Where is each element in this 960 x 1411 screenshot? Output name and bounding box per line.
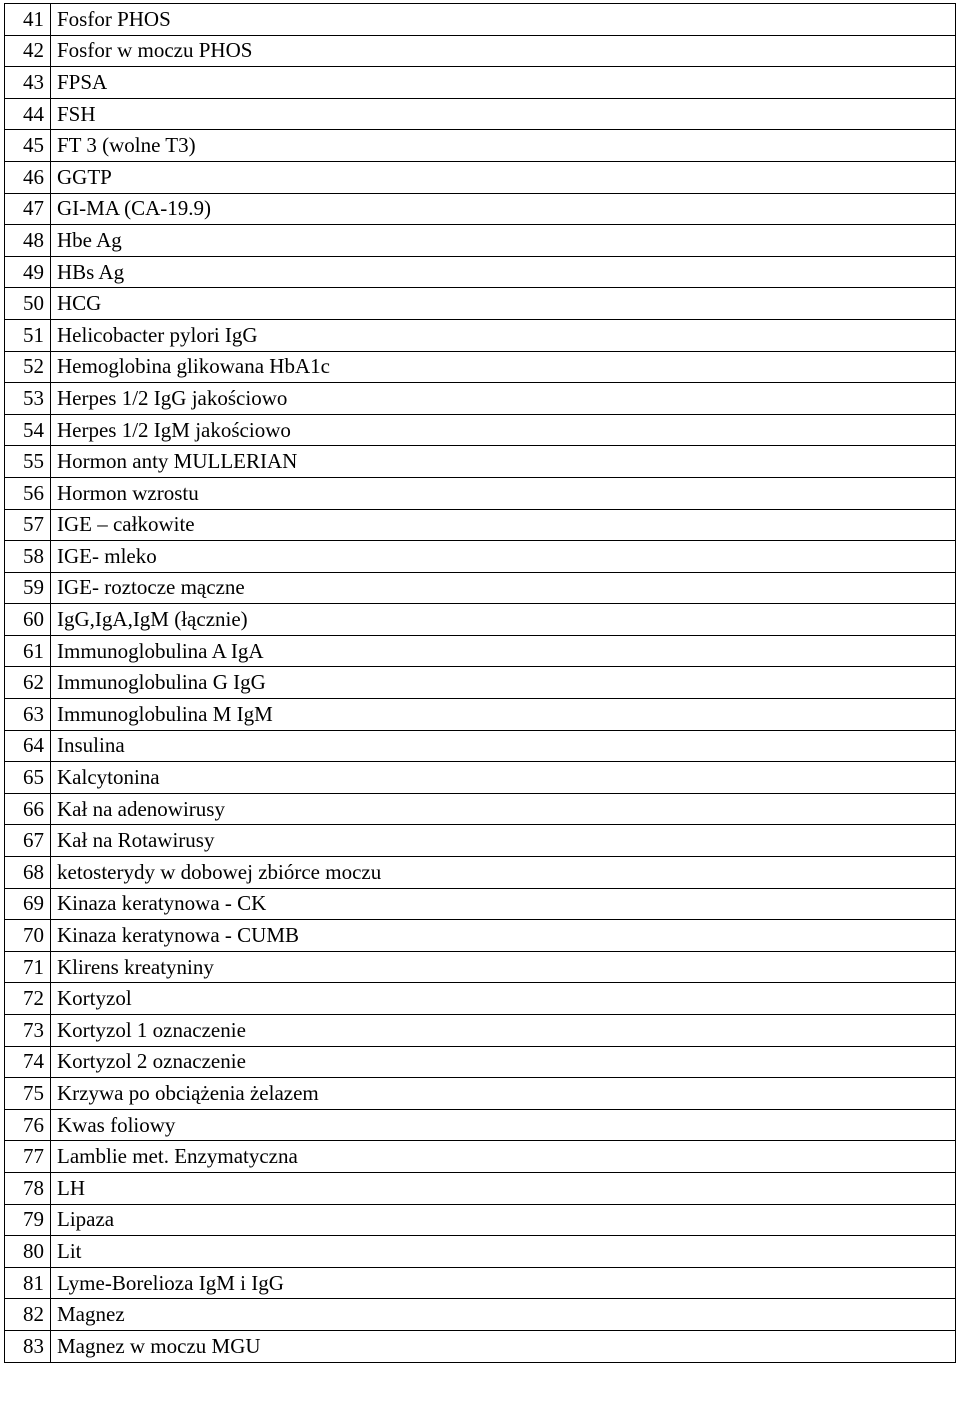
table-row [5, 1204, 956, 1236]
test-name: Krzywa po obciążenia żelazem [51, 1078, 956, 1110]
row-number: 46 [5, 161, 51, 193]
test-name: Kwas foliowy [51, 1109, 956, 1141]
table-row [5, 35, 956, 67]
table-row [5, 1109, 956, 1141]
test-name: Klirens kreatyniny [51, 951, 956, 983]
table-row [5, 98, 956, 130]
row-number: 56 [5, 477, 51, 509]
test-name: Kinaza keratynowa - CUMB [51, 920, 956, 952]
test-name: FSH [51, 98, 956, 130]
table-row [5, 4, 956, 36]
table-row [5, 130, 956, 162]
table-row [5, 67, 956, 99]
row-number: 62 [5, 667, 51, 699]
row-number: 48 [5, 225, 51, 257]
table-row [5, 762, 956, 794]
test-name: Kortyzol [51, 983, 956, 1015]
row-number: 64 [5, 730, 51, 762]
row-number: 79 [5, 1204, 51, 1236]
row-number: 63 [5, 699, 51, 731]
table-row [5, 541, 956, 573]
table-row [5, 604, 956, 636]
table-row [5, 793, 956, 825]
test-name: HCG [51, 288, 956, 320]
test-name: Herpes 1/2 IgM jakościowo [51, 414, 956, 446]
test-name: Immunoglobulina A IgA [51, 635, 956, 667]
test-name: IGE- roztocze mączne [51, 572, 956, 604]
table-row [5, 383, 956, 415]
row-number: 82 [5, 1299, 51, 1331]
test-name: Hormon wzrostu [51, 477, 956, 509]
test-name: Magnez w moczu MGU [51, 1330, 956, 1362]
table-row [5, 1172, 956, 1204]
table-row [5, 857, 956, 889]
row-number: 59 [5, 572, 51, 604]
table-row [5, 1330, 956, 1362]
row-number: 68 [5, 857, 51, 889]
row-number: 45 [5, 130, 51, 162]
table-row [5, 635, 956, 667]
row-number: 78 [5, 1172, 51, 1204]
row-number: 43 [5, 67, 51, 99]
table-row [5, 572, 956, 604]
test-name: Fosfor w moczu PHOS [51, 35, 956, 67]
test-name: Fosfor PHOS [51, 4, 956, 36]
row-number: 57 [5, 509, 51, 541]
table-row [5, 888, 956, 920]
table-row [5, 288, 956, 320]
test-name: Herpes 1/2 IgG jakościowo [51, 383, 956, 415]
test-name: Kinaza keratynowa - CK [51, 888, 956, 920]
row-number: 61 [5, 635, 51, 667]
table-row [5, 1299, 956, 1331]
row-number: 67 [5, 825, 51, 857]
row-number: 42 [5, 35, 51, 67]
row-number: 55 [5, 446, 51, 478]
table-row [5, 1046, 956, 1078]
test-name: Insulina [51, 730, 956, 762]
row-number: 80 [5, 1236, 51, 1268]
test-list-body [5, 4, 956, 1363]
row-number: 54 [5, 414, 51, 446]
test-name: ketosterydy w dobowej zbiórce moczu [51, 857, 956, 889]
table-row [5, 1236, 956, 1268]
row-number: 53 [5, 383, 51, 415]
test-name: Kortyzol 2 oznaczenie [51, 1046, 956, 1078]
row-number: 83 [5, 1330, 51, 1362]
table-row [5, 446, 956, 478]
test-name: Lipaza [51, 1204, 956, 1236]
row-number: 49 [5, 256, 51, 288]
table-row [5, 193, 956, 225]
table-row [5, 477, 956, 509]
table-row [5, 1078, 956, 1110]
test-name: IgG,IgA,IgM (łącznie) [51, 604, 956, 636]
table-row [5, 1141, 956, 1173]
table-row [5, 920, 956, 952]
row-number: 50 [5, 288, 51, 320]
test-name: Lyme-Borelioza IgM i IgG [51, 1267, 956, 1299]
test-name: Magnez [51, 1299, 956, 1331]
table-row [5, 730, 956, 762]
row-number: 52 [5, 351, 51, 383]
test-list-table [4, 3, 956, 1363]
table-row [5, 351, 956, 383]
table-row [5, 951, 956, 983]
test-name: Kortyzol 1 oznaczenie [51, 1015, 956, 1047]
row-number: 60 [5, 604, 51, 636]
test-name: Immunoglobulina M IgM [51, 699, 956, 731]
table-row [5, 225, 956, 257]
test-name: Hemoglobina glikowana HbA1c [51, 351, 956, 383]
row-number: 75 [5, 1078, 51, 1110]
row-number: 58 [5, 541, 51, 573]
test-name: FPSA [51, 67, 956, 99]
row-number: 74 [5, 1046, 51, 1078]
test-name: Immunoglobulina G IgG [51, 667, 956, 699]
test-name: Helicobacter pylori IgG [51, 319, 956, 351]
table-row [5, 1267, 956, 1299]
row-number: 65 [5, 762, 51, 794]
test-name: IGE – całkowite [51, 509, 956, 541]
test-name: Hbe Ag [51, 225, 956, 257]
row-number: 76 [5, 1109, 51, 1141]
row-number: 47 [5, 193, 51, 225]
test-name: IGE- mleko [51, 541, 956, 573]
table-row [5, 983, 956, 1015]
row-number: 71 [5, 951, 51, 983]
test-name: Lit [51, 1236, 956, 1268]
test-name: LH [51, 1172, 956, 1204]
row-number: 77 [5, 1141, 51, 1173]
table-row [5, 509, 956, 541]
row-number: 81 [5, 1267, 51, 1299]
test-name: GI-MA (CA-19.9) [51, 193, 956, 225]
row-number: 72 [5, 983, 51, 1015]
table-row [5, 161, 956, 193]
table-row [5, 256, 956, 288]
test-name: FT 3 (wolne T3) [51, 130, 956, 162]
table-row [5, 414, 956, 446]
table-row [5, 699, 956, 731]
row-number: 66 [5, 793, 51, 825]
row-number: 69 [5, 888, 51, 920]
row-number: 41 [5, 4, 51, 36]
test-name: Lamblie met. Enzymatyczna [51, 1141, 956, 1173]
test-name: GGTP [51, 161, 956, 193]
row-number: 44 [5, 98, 51, 130]
table-row [5, 1015, 956, 1047]
test-name: Hormon anty MULLERIAN [51, 446, 956, 478]
test-name: Kalcytonina [51, 762, 956, 794]
test-name: Kał na Rotawirusy [51, 825, 956, 857]
row-number: 51 [5, 319, 51, 351]
row-number: 70 [5, 920, 51, 952]
row-number: 73 [5, 1015, 51, 1047]
test-name: Kał na adenowirusy [51, 793, 956, 825]
table-row [5, 825, 956, 857]
test-name: HBs Ag [51, 256, 956, 288]
table-row [5, 319, 956, 351]
table-row [5, 667, 956, 699]
